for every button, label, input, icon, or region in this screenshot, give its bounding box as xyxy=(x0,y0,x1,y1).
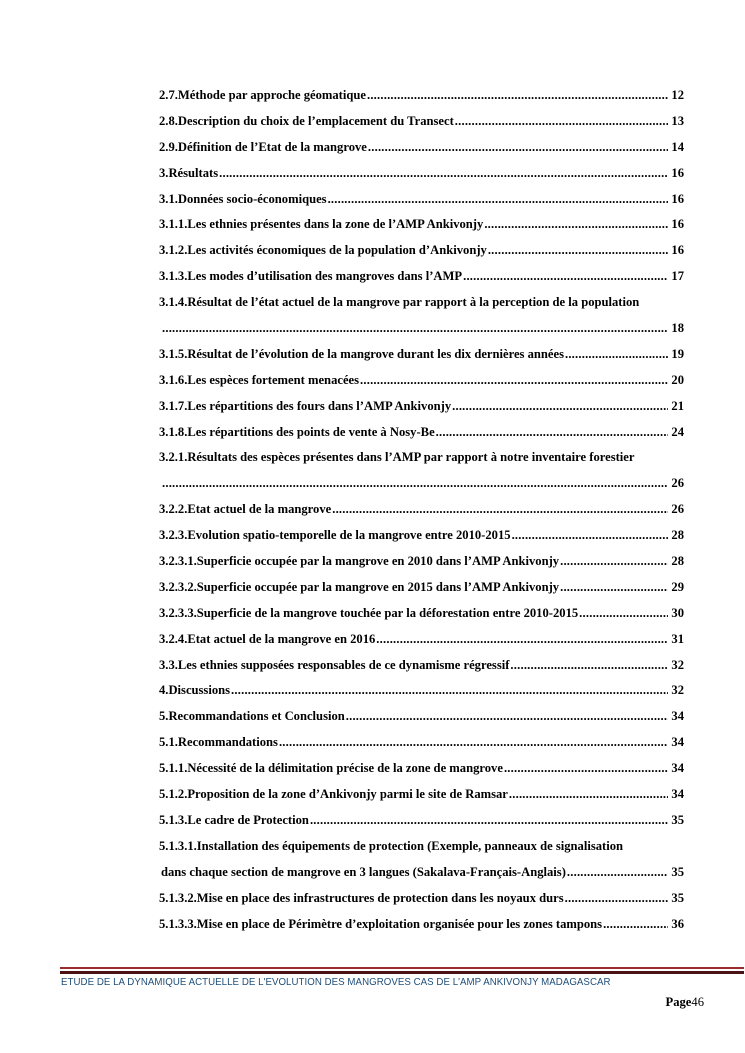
toc-entry-title: 3.2.2.Etat actuel de la mangrove xyxy=(159,502,332,517)
toc-entry-page: 32 xyxy=(671,683,684,698)
toc-leader-dots xyxy=(328,192,669,207)
toc-entry[interactable] xyxy=(159,606,684,632)
toc-leader-dots xyxy=(368,140,669,155)
toc-entry[interactable] xyxy=(159,528,684,554)
toc-entry[interactable] xyxy=(159,839,684,865)
toc-leader-dots xyxy=(367,88,668,103)
toc-entry[interactable] xyxy=(159,269,684,295)
toc-leader-dots xyxy=(452,399,668,414)
toc-entry-title: 3.1.Données socio-économiques xyxy=(159,191,327,206)
toc-entry-page: 30 xyxy=(671,605,684,620)
toc-entry-title: 5.1.3.3.Mise en place de Périmètre d’exploitation organisée pour les zones tampons xyxy=(159,916,603,931)
toc-entry-title: 5.1.3.Le cadre de Protection xyxy=(159,812,309,827)
toc-entry-page: 26 xyxy=(671,476,684,491)
footer-rule-thin xyxy=(60,967,744,969)
toc-entry-page: 16 xyxy=(671,191,684,206)
toc-entry-title: 2.7.Méthode par approche géomatique xyxy=(159,88,366,102)
toc-entry-page: 13 xyxy=(671,113,684,128)
toc-entry-title: 3.1.3.Les modes d’utilisation des mangroves dans l’AMP xyxy=(159,269,463,284)
toc-leader-dots xyxy=(346,709,669,724)
toc-entry-page: 14 xyxy=(671,139,684,154)
toc-entry-page: 34 xyxy=(671,709,684,724)
toc-entry-title: 3.1.6.Les espèces fortement menacées xyxy=(159,372,360,387)
toc-entry-title: 5.1.1.Nécessité de la délimitation précise de la zone de mangrove xyxy=(159,761,503,776)
toc-entry-title: 5.1.3.2.Mise en place des infrastructures de protection dans les noyaux durs xyxy=(159,890,564,905)
table-of-contents xyxy=(159,88,684,942)
toc-leader-dots xyxy=(504,761,668,776)
toc-leader-dots xyxy=(231,683,668,698)
toc-entry[interactable] xyxy=(159,114,684,140)
toc-leader-dots xyxy=(560,580,668,595)
toc-entry[interactable] xyxy=(159,632,684,658)
toc-entry[interactable] xyxy=(159,166,684,192)
toc-leader-dots xyxy=(332,502,668,517)
toc-entry[interactable] xyxy=(159,243,684,269)
toc-entry-title: 4.Discussions xyxy=(159,683,231,698)
toc-leader-dots xyxy=(436,425,669,440)
toc-leader-dots xyxy=(310,813,668,828)
toc-entry[interactable] xyxy=(159,658,684,684)
toc-leader-dots xyxy=(510,658,668,673)
toc-entry[interactable] xyxy=(159,399,684,425)
toc-entry[interactable] xyxy=(159,580,684,606)
toc-entry-title: 3.1.7.Les répartitions des fours dans l’AMP Ankivonjy xyxy=(159,398,452,413)
toc-entry[interactable] xyxy=(159,373,684,399)
toc-entry-page: 34 xyxy=(671,787,684,802)
toc-entry[interactable] xyxy=(159,554,684,580)
toc-leader-dots xyxy=(279,735,668,750)
toc-entry[interactable] xyxy=(159,865,684,891)
toc-entry[interactable] xyxy=(159,88,684,114)
toc-entry-title: 5.1.3.1.Installation des équipements de protection (Exemple, panneaux de signalisation xyxy=(159,838,624,853)
toc-entry[interactable] xyxy=(159,425,684,451)
toc-entry[interactable] xyxy=(159,295,684,321)
toc-entry-page: 16 xyxy=(671,243,684,258)
page-label: Page xyxy=(665,995,692,1009)
toc-leader-dots xyxy=(484,217,668,232)
toc-leader-dots xyxy=(219,166,668,181)
toc-entry-page: 35 xyxy=(671,890,684,905)
toc-entry-page: 19 xyxy=(671,346,684,361)
toc-entry-page: 17 xyxy=(671,269,684,284)
toc-entry[interactable] xyxy=(159,709,684,735)
toc-entry-title: 3.Résultats xyxy=(159,165,219,180)
toc-entry-title: 2.9.Définition de l’Etat de la mangrove xyxy=(159,139,367,154)
toc-entry-page: 28 xyxy=(671,554,684,569)
toc-entry[interactable] xyxy=(159,502,684,528)
toc-entry-title: 3.2.4.Etat actuel de la mangrove en 2016 xyxy=(159,631,376,646)
page-value: 46 xyxy=(691,995,704,1009)
page-number xyxy=(666,995,704,1010)
toc-entry-page: 35 xyxy=(671,864,684,879)
toc-entry-title: 3.2.3.2.Superficie occupée par la mangrove en 2015 dans l’AMP Ankivonjy xyxy=(159,579,560,594)
toc-entry-page: 18 xyxy=(671,321,684,336)
toc-leader-dots xyxy=(162,321,668,336)
toc-entry[interactable] xyxy=(159,192,684,218)
toc-leader-dots xyxy=(565,347,668,362)
toc-entry[interactable] xyxy=(159,476,684,502)
toc-entry-title: 3.2.3.Evolution spatio-temporelle de la mangrove entre 2010-2015 xyxy=(159,528,511,543)
toc-entry[interactable] xyxy=(159,787,684,813)
toc-entry[interactable] xyxy=(159,891,684,917)
toc-entry[interactable] xyxy=(159,450,684,476)
toc-entry-page: 16 xyxy=(671,217,684,232)
toc-entry-title: 3.1.4.Résultat de l’état actuel de la mangrove par rapport à la perception de la population xyxy=(159,295,640,310)
toc-entry-page: 29 xyxy=(671,579,684,594)
toc-leader-dots xyxy=(565,891,669,906)
toc-entry-page: 34 xyxy=(671,735,684,750)
toc-entry-title: 3.1.2.Les activités économiques de la population d’Ankivonjy xyxy=(159,243,487,258)
toc-leader-dots xyxy=(463,269,668,284)
toc-entry-page: 12 xyxy=(671,88,684,102)
toc-leader-dots xyxy=(162,476,668,491)
toc-leader-dots xyxy=(509,787,669,802)
toc-entry[interactable] xyxy=(159,140,684,166)
toc-entry[interactable] xyxy=(159,321,684,347)
toc-entry-page: 35 xyxy=(671,812,684,827)
toc-leader-dots xyxy=(360,373,668,388)
toc-entry[interactable] xyxy=(159,683,684,709)
toc-entry-page: 20 xyxy=(671,372,684,387)
toc-entry-page: 28 xyxy=(671,528,684,543)
toc-entry-page: 31 xyxy=(671,631,684,646)
toc-leader-dots xyxy=(560,554,668,569)
footer-rule-thick xyxy=(60,971,744,974)
toc-entry-title: 3.2.3.3.Superficie de la mangrove touchée par la déforestation entre 2010-2015 xyxy=(159,605,579,620)
toc-leader-dots xyxy=(376,632,668,647)
toc-leader-dots xyxy=(579,606,668,621)
toc-entry-page: 32 xyxy=(671,657,684,672)
running-title: ETUDE DE LA DYNAMIQUE ACTUELLE DE L'EVOLUTION DES MANGROVES CAS DE L'AMP ANKIVONJY MADAGASCAR xyxy=(61,977,611,988)
toc-entry[interactable] xyxy=(159,217,684,243)
toc-entry-page: 21 xyxy=(671,398,684,413)
toc-entry-page: 36 xyxy=(671,916,684,931)
toc-entry-title: 3.1.5.Résultat de l’évolution de la mangrove durant les dix dernières années xyxy=(159,346,564,361)
toc-entry-title: 5.1.Recommandations xyxy=(159,735,278,750)
toc-leader-dots xyxy=(603,917,668,932)
toc-entry-title: 5.Recommandations et Conclusion xyxy=(159,709,345,724)
toc-entry-page: 34 xyxy=(671,761,684,776)
toc-leader-dots xyxy=(512,528,669,543)
toc-entry-title: 3.1.1.Les ethnies présentes dans la zone de l’AMP Ankivonjy xyxy=(159,217,484,232)
toc-leader-dots xyxy=(567,865,669,880)
toc-leader-dots xyxy=(455,114,669,129)
toc-leader-dots xyxy=(488,243,669,258)
toc-entry-title: 3.1.8.Les répartitions des points de vente à Nosy-Be xyxy=(159,424,435,439)
toc-entry-page: 24 xyxy=(671,424,684,439)
toc-entry-title: 3.2.3.1.Superficie occupée par la mangrove en 2010 dans l’AMP Ankivonjy xyxy=(159,554,560,569)
toc-entry-title: 3.3.Les ethnies supposées responsables de ce dynamisme régressif xyxy=(159,657,510,672)
toc-entry[interactable] xyxy=(159,735,684,761)
toc-entry-page: 26 xyxy=(671,502,684,517)
toc-entry[interactable] xyxy=(159,347,684,373)
toc-entry[interactable] xyxy=(159,813,684,839)
toc-entry-title: 5.1.2.Proposition de la zone d’Ankivonjy parmi le site de Ramsar xyxy=(159,787,508,802)
toc-entry-title: dans chaque section de mangrove en 3 langues (Sakalava-Français-Anglais) xyxy=(161,864,566,879)
toc-entry[interactable] xyxy=(159,761,684,787)
toc-entry-title: 2.8.Description du choix de l’emplacement du Transect xyxy=(159,113,454,128)
toc-entry-title: 3.2.1.Résultats des espèces présentes dans l’AMP par rapport à notre inventaire forestier xyxy=(159,450,635,465)
toc-entry[interactable] xyxy=(159,917,684,943)
toc-entry-page: 16 xyxy=(671,165,684,180)
